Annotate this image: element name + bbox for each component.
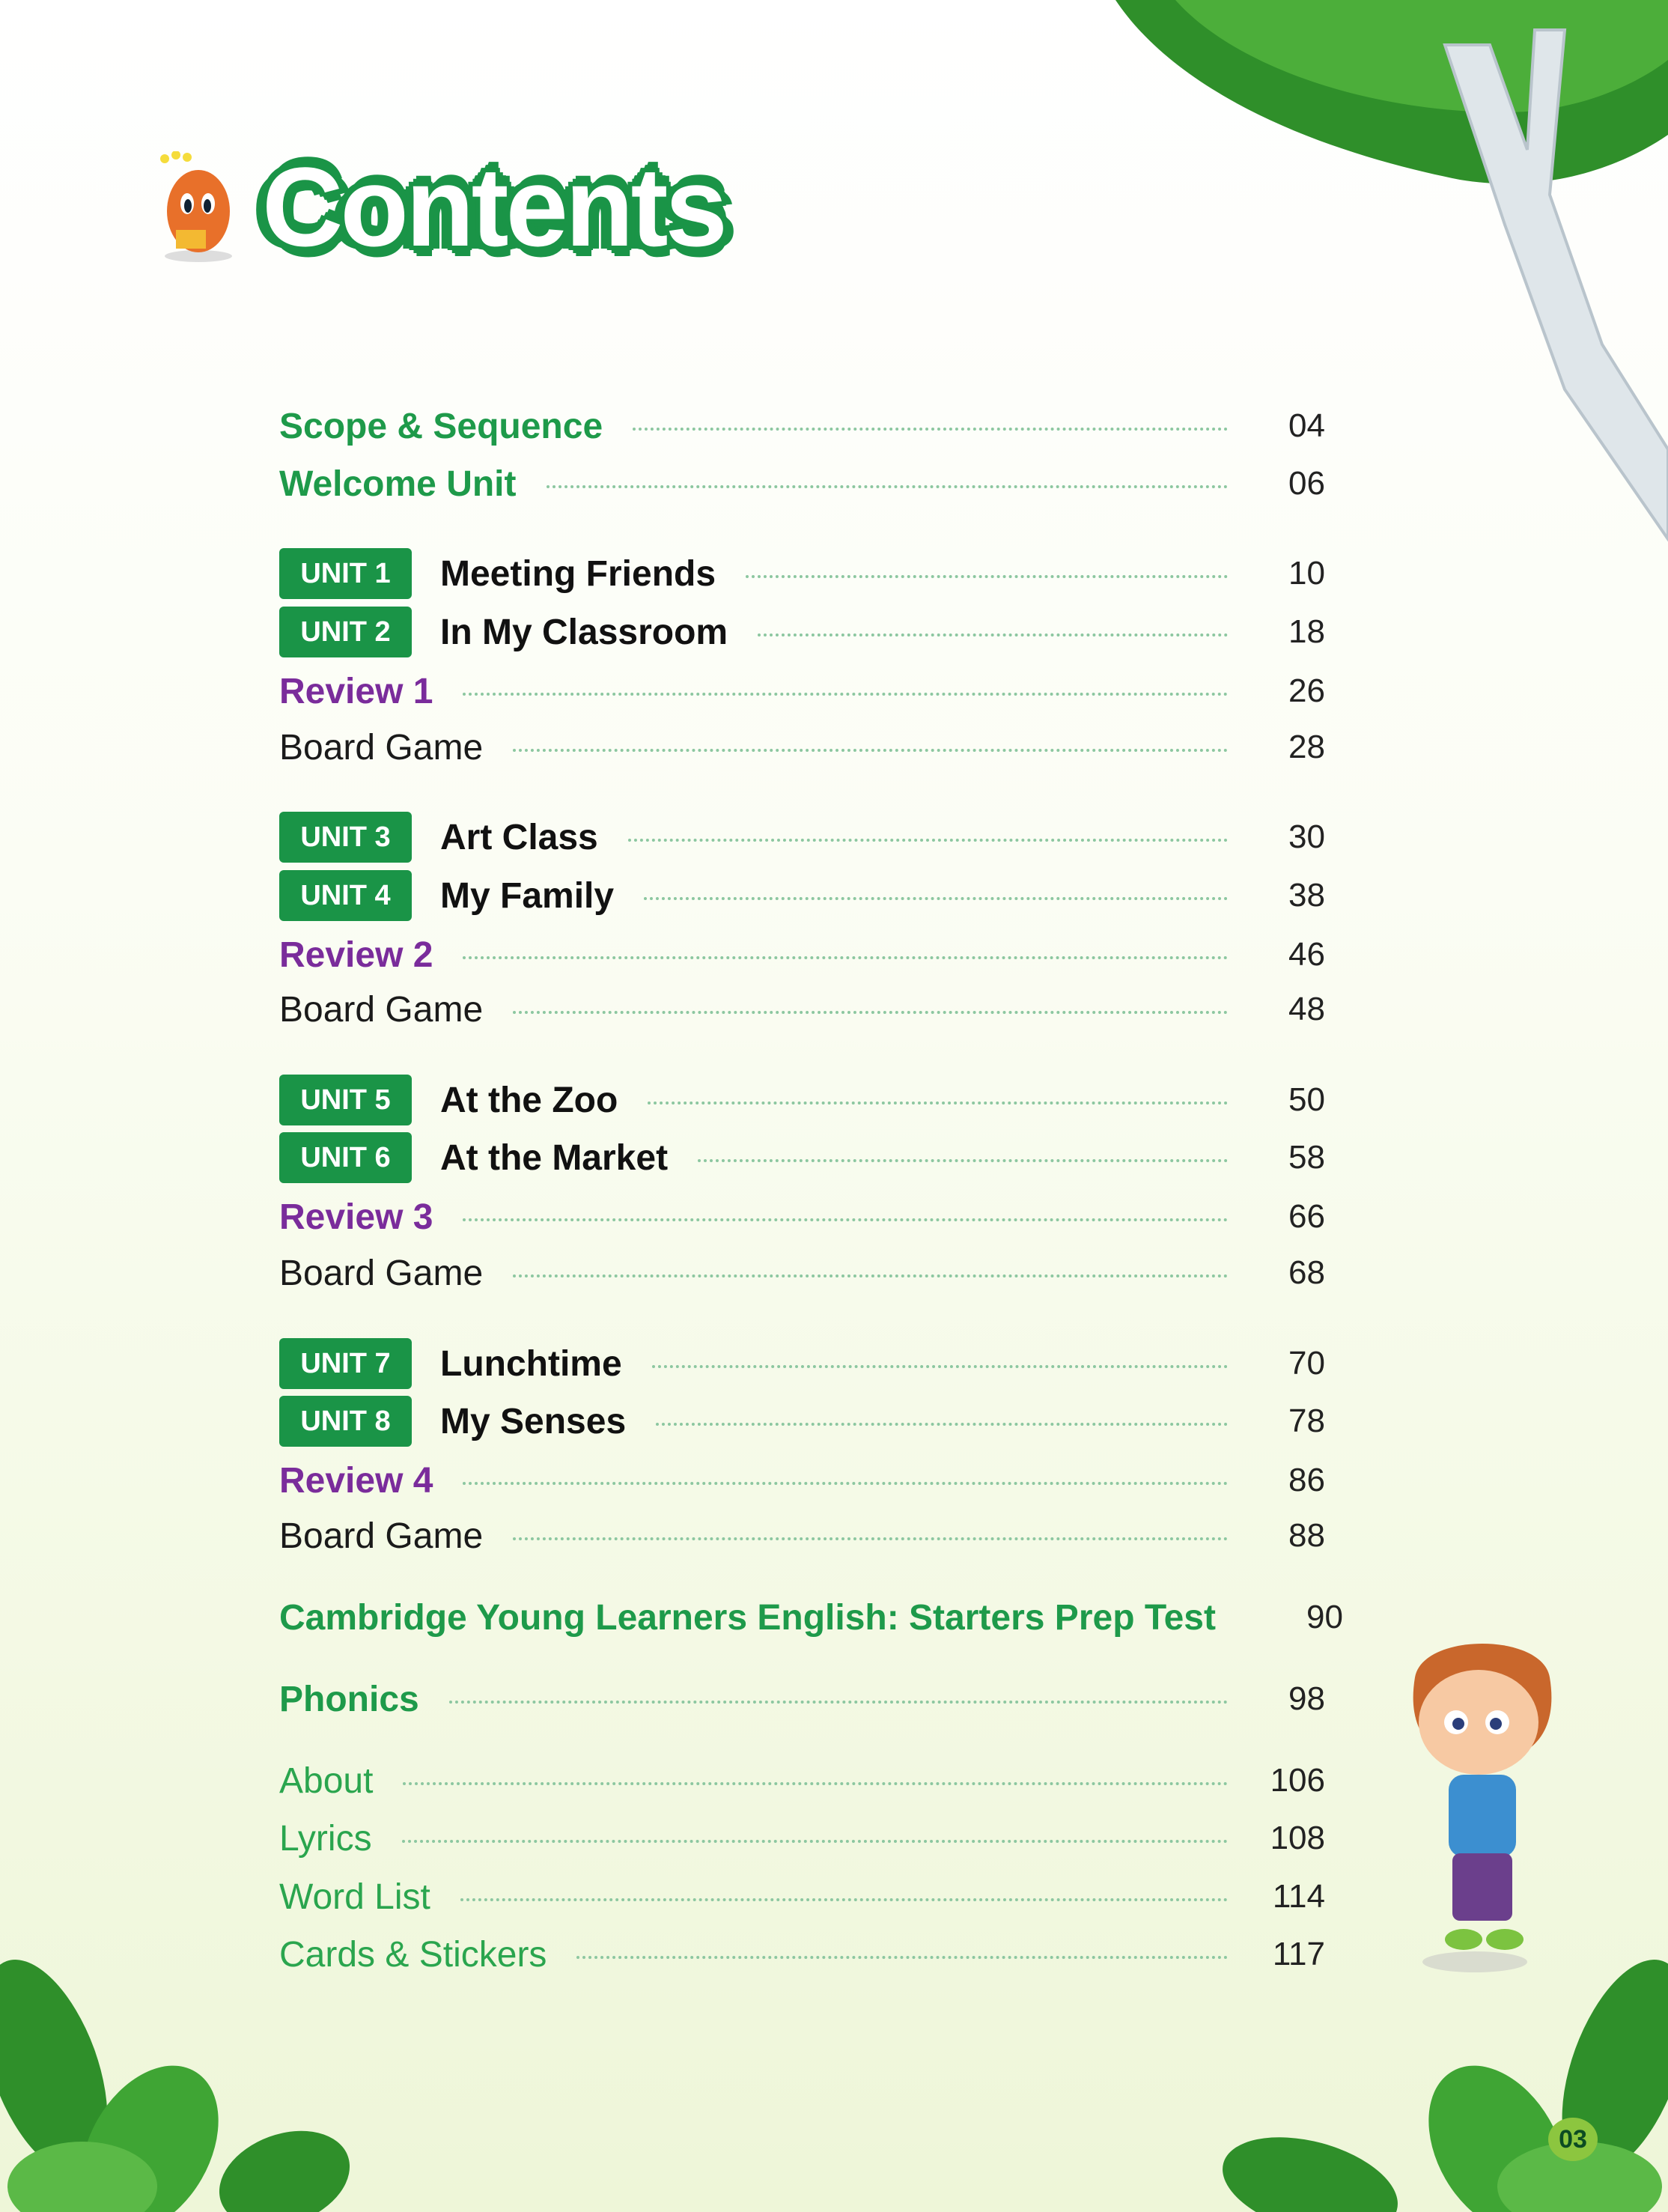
dot-leader	[656, 1423, 1228, 1426]
toc-entry[interactable]	[279, 1074, 1325, 1126]
dot-leader	[746, 575, 1228, 578]
entry-page-number: 114	[1272, 1878, 1325, 1915]
dot-leader	[460, 1898, 1228, 1901]
toc-entry[interactable]	[279, 1871, 1325, 1923]
unit-badge: UNIT 3	[279, 812, 412, 863]
page-title: Contents	[262, 144, 725, 270]
entry-page-number: 68	[1288, 1254, 1325, 1291]
entry-page-number: 108	[1270, 1820, 1325, 1856]
toc-entry[interactable]	[279, 1812, 1325, 1865]
entry-title: Word List	[279, 1877, 430, 1917]
toc-entry[interactable]	[279, 721, 1325, 774]
entry-title: About	[279, 1760, 374, 1801]
toc-entry[interactable]	[279, 1395, 1325, 1447]
dot-leader	[513, 1011, 1228, 1014]
toc-entry[interactable]	[279, 400, 1325, 452]
toc-entry[interactable]	[279, 458, 1325, 510]
toc-entry[interactable]	[279, 1337, 1325, 1390]
entry-page-number: 28	[1288, 729, 1325, 765]
entry-title: Lyrics	[279, 1818, 372, 1859]
entry-page-number: 18	[1288, 613, 1325, 650]
dot-leader	[633, 428, 1228, 431]
entry-page-number: 90	[1306, 1599, 1343, 1635]
toc-entry[interactable]	[279, 1928, 1325, 1981]
entry-page-number: 26	[1288, 672, 1325, 709]
toc-entry[interactable]	[279, 1754, 1325, 1807]
entry-title: My Family	[440, 875, 615, 916]
toc-entry[interactable]	[279, 1247, 1325, 1299]
entry-title: At the Market	[440, 1137, 669, 1178]
unit-badge: UNIT 1	[279, 548, 412, 599]
entry-title: Welcome Unit	[279, 464, 517, 504]
entry-page-number: 30	[1288, 818, 1325, 855]
boy-character-illustration	[1392, 1632, 1572, 1977]
entry-page-number: 66	[1288, 1198, 1325, 1235]
entry-page-number: 48	[1288, 991, 1325, 1027]
unit-badge: UNIT 5	[279, 1075, 412, 1125]
page-number-badge: 03	[1548, 2118, 1598, 2161]
toc-entry[interactable]	[279, 1591, 1343, 1644]
dot-leader	[547, 485, 1229, 488]
dot-leader	[648, 1102, 1228, 1105]
dot-leader	[628, 839, 1228, 842]
entry-page-number: 86	[1288, 1462, 1325, 1498]
dot-leader	[644, 897, 1228, 900]
dot-leader	[698, 1159, 1228, 1162]
toc-entry[interactable]	[279, 606, 1325, 658]
dot-leader	[463, 693, 1228, 696]
entry-title: In My Classroom	[440, 612, 728, 652]
entry-page-number: 117	[1272, 1936, 1325, 1972]
dot-leader	[652, 1365, 1228, 1368]
entry-title: At the Zoo	[440, 1080, 618, 1120]
unit-badge: UNIT 6	[279, 1132, 412, 1183]
entry-title: Review 3	[279, 1197, 433, 1237]
mascot-icon	[157, 151, 240, 264]
unit-badge: UNIT 8	[279, 1396, 412, 1447]
entry-page-number: 10	[1288, 555, 1325, 592]
entry-title: Review 4	[279, 1460, 433, 1501]
entry-page-number: 98	[1288, 1680, 1325, 1717]
entry-page-number: 70	[1288, 1345, 1325, 1382]
entry-title: Art Class	[440, 817, 598, 857]
toc-entry[interactable]	[279, 1131, 1325, 1184]
entry-title: Board Game	[279, 1516, 484, 1556]
toc-entry[interactable]	[279, 811, 1325, 863]
dot-leader	[513, 1274, 1228, 1277]
dot-leader	[402, 1840, 1228, 1843]
entry-title: Cards & Stickers	[279, 1934, 547, 1975]
dot-leader	[463, 1482, 1228, 1485]
entry-title: Board Game	[279, 1253, 484, 1293]
toc-entry[interactable]	[279, 547, 1325, 600]
dot-leader	[513, 749, 1228, 752]
entry-title: Review 1	[279, 671, 433, 711]
entry-title: Review 2	[279, 935, 433, 975]
entry-page-number: 50	[1288, 1081, 1325, 1118]
entry-page-number: 06	[1288, 465, 1325, 502]
entry-title: Cambridge Young Learners English: Starters Prep Test	[279, 1597, 1216, 1638]
entry-title: Board Game	[279, 989, 484, 1030]
entry-title: Scope & Sequence	[279, 406, 603, 446]
dot-leader	[449, 1701, 1228, 1704]
toc-entry[interactable]	[279, 983, 1325, 1036]
contents-header	[157, 142, 725, 272]
toc-entry[interactable]	[279, 929, 1325, 981]
entry-page-number: 58	[1288, 1139, 1325, 1176]
unit-badge: UNIT 4	[279, 870, 412, 921]
dot-leader	[758, 633, 1228, 636]
dot-leader	[513, 1537, 1228, 1540]
entry-title: Board Game	[279, 727, 484, 768]
entry-title: Lunchtime	[440, 1343, 622, 1384]
toc-entry[interactable]	[279, 869, 1325, 922]
entry-page-number: 78	[1288, 1403, 1325, 1439]
entry-title: Meeting Friends	[440, 553, 716, 594]
entry-page-number: 106	[1270, 1762, 1325, 1799]
entry-page-number: 38	[1288, 877, 1325, 914]
dot-leader	[463, 956, 1228, 959]
entry-page-number: 04	[1288, 407, 1325, 444]
toc-entry[interactable]	[279, 1454, 1325, 1507]
toc-entry[interactable]	[279, 1191, 1325, 1243]
toc-entry[interactable]	[279, 1510, 1325, 1562]
unit-badge: UNIT 2	[279, 607, 412, 657]
dot-leader	[576, 1956, 1228, 1959]
entry-page-number: 46	[1288, 936, 1325, 973]
entry-page-number: 88	[1288, 1517, 1325, 1554]
toc-entry[interactable]	[279, 1673, 1325, 1725]
entry-title: My Senses	[440, 1401, 627, 1441]
toc-entry[interactable]	[279, 665, 1325, 717]
dot-leader	[463, 1218, 1228, 1221]
dot-leader	[403, 1782, 1228, 1785]
entry-title: Phonics	[279, 1679, 419, 1719]
unit-badge: UNIT 7	[279, 1338, 412, 1389]
